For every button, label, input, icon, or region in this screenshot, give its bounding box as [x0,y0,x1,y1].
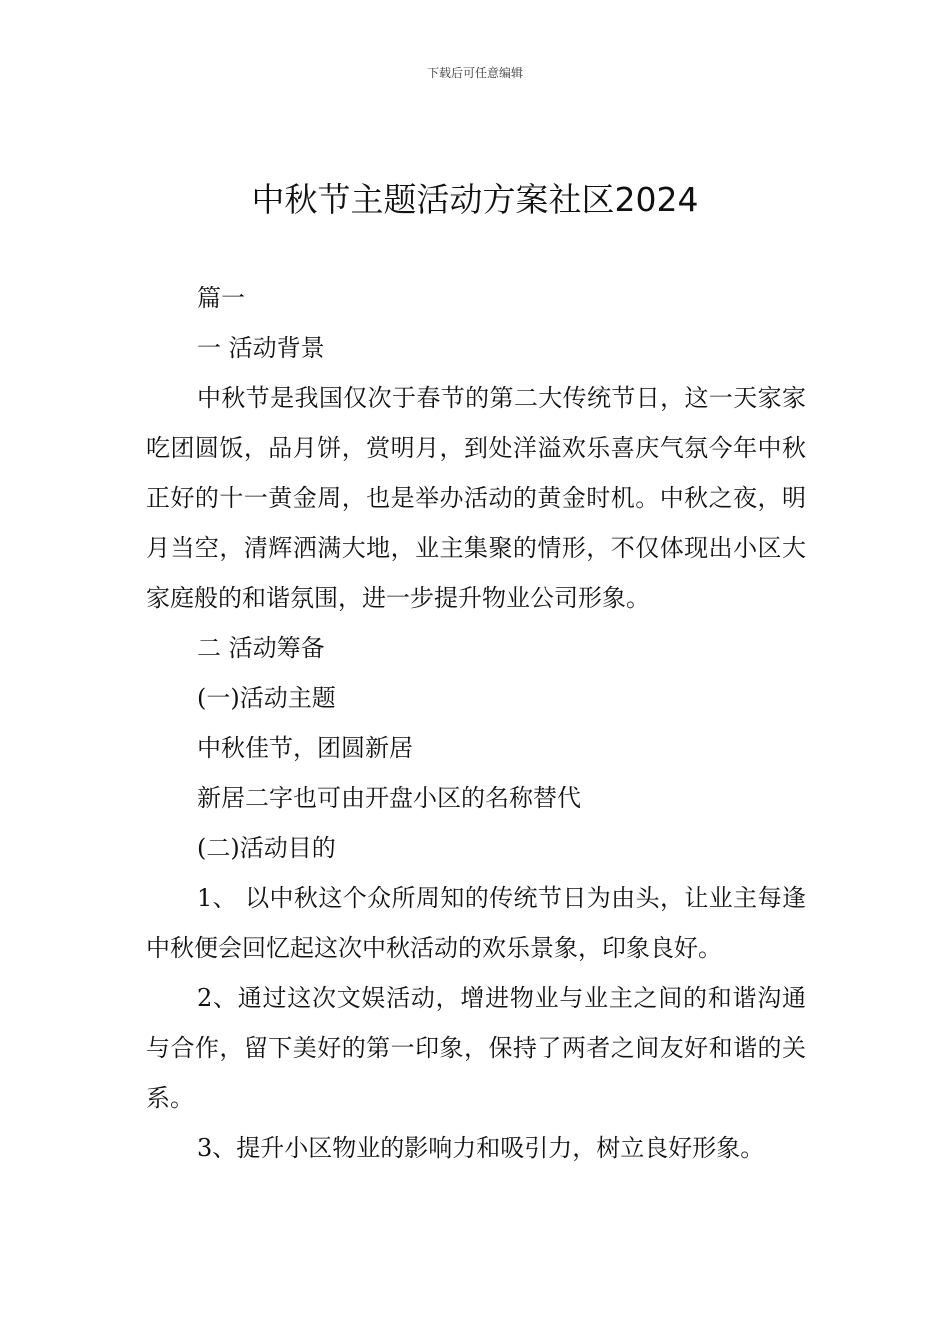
purpose-item-1: 1、 以中秋这个众所周知的传统节日为由头，让业主每逢中秋便会回忆起这次中秋活动的欢乐景象，印象良好。 [146,884,806,962]
heading-activity-background: 一 活动背景 [197,334,325,362]
section-label-part-one: 篇一 [197,284,245,312]
purpose-item-3: 3、提升小区物业的影响力和吸引力，树立良好形象。 [197,1134,765,1162]
paragraph-theme: 中秋佳节，团圆新居 [197,734,413,762]
subheading-activity-theme: (一)活动主题 [197,684,336,712]
paragraph-theme-note: 新居二字也可由开盘小区的名称替代 [197,784,581,812]
subheading-activity-purpose: (二)活动目的 [197,834,336,862]
heading-activity-preparation: 二 活动筹备 [197,634,325,662]
document-title: 中秋节主题活动方案社区2024 [251,180,699,219]
purpose-item-2: 2、通过这次文娱活动，增进物业与业主之间的和谐沟通与合作，留下美好的第一印象，保持了两者之间友好和谐的关系。 [146,984,806,1112]
page-header-note: 下载后可任意编辑 [426,66,523,80]
document-body [146,273,806,1173]
paragraph-background: 中秋节是我国仅次于春节的第二大传统节日，这一天家家吃团圆饭，品月饼，赏明月，到处洋溢欢乐喜庆气氛今年中秋正好的十一黄金周，也是举办活动的黄金时机。中秋之夜，明月当空，清辉洒满大地，业主集聚的情形，不仅体现出小区大家庭般的和谐氛围，进一步提升物业公司形象。 [146,384,806,612]
